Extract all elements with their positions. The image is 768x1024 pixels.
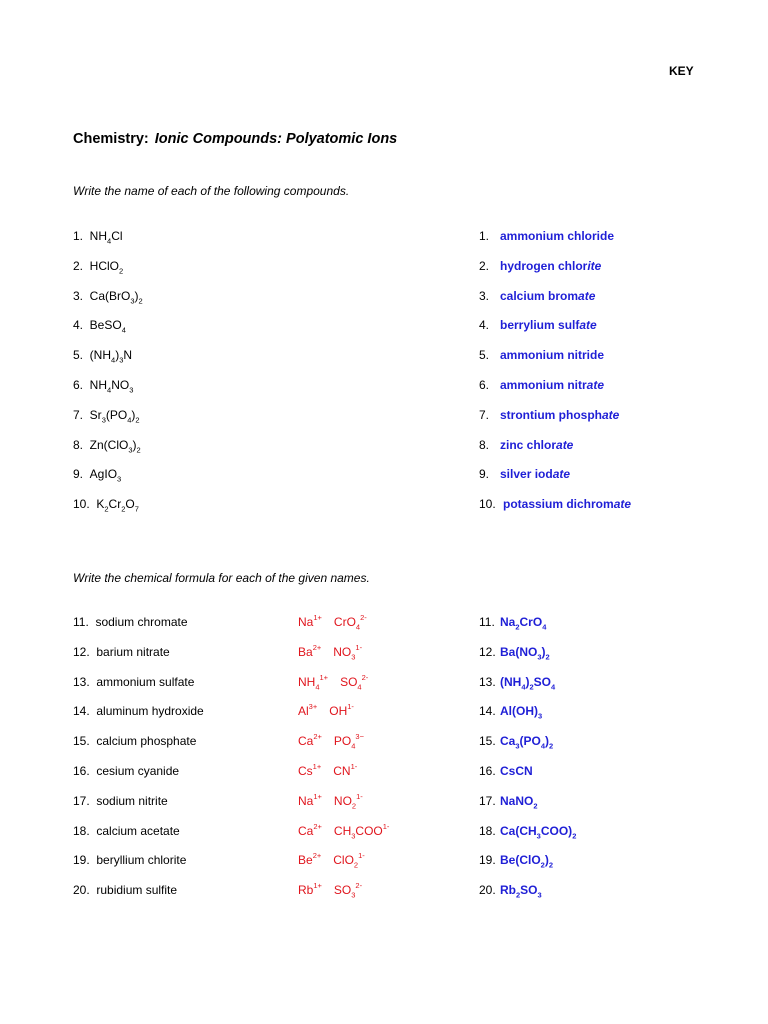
section2-instruction: Write the chemical formula for each of the given names. (73, 571, 370, 585)
list-item (0, 853, 768, 871)
answer-formula: $Na_2CrO_4$ (500, 615, 547, 632)
answer-number: 18. (479, 823, 496, 838)
answer-number: 7. (479, 407, 490, 422)
question-name: 19. beryllium chlorite (73, 853, 187, 868)
answer-number: 14. (479, 704, 496, 719)
question-formula: 10. $K_2Cr_2O_7$ (73, 497, 139, 514)
page-title (73, 131, 397, 147)
cation: $Ca^{2+}$ (298, 821, 322, 838)
list-item (0, 704, 768, 722)
answer-name: hydrogen chlorite (500, 258, 602, 273)
anion: ClO$_2^{1-}$ (333, 851, 365, 870)
question-formula: 2. HClO$_2$ (73, 258, 124, 276)
list-item (0, 883, 768, 901)
list-item (0, 378, 768, 396)
question-formula: 6. $NH_4NO_3$ (73, 378, 134, 395)
list-item (0, 642, 768, 663)
cation: $Al^{3+}$ (298, 702, 318, 719)
list-item (0, 615, 768, 633)
answer-name: ammonium nitride (500, 348, 605, 363)
question-name: 20. rubidium sulfite (73, 883, 178, 898)
answer-name: calcium bromate (500, 288, 596, 303)
answer-number: 8. (479, 437, 490, 452)
question-name: 12. barium nitrate (73, 644, 170, 659)
answer-name: berrylium sulfate (500, 318, 597, 333)
question-name: 15. calcium phosphate (73, 734, 197, 749)
question-name: 18. calcium acetate (73, 823, 180, 838)
answer-formula: $Al(OH)_3$ (500, 704, 543, 721)
list-item (0, 438, 768, 456)
list-item (0, 791, 768, 812)
ion-pair (298, 764, 357, 778)
answer-number: 20. (479, 883, 496, 898)
cation: $Be^{2+}$ (298, 851, 322, 868)
question-name: 16. cesium cyanide (73, 764, 180, 778)
answer-formula: $Ca_3(PO_4)_2$ (500, 734, 554, 751)
list-item (0, 318, 768, 336)
cation: $Cs^{1+}$ (298, 762, 322, 778)
answer-number: 13. (479, 674, 496, 689)
answer-name: strontium phosphate (500, 407, 620, 422)
answer-number: 10. (479, 497, 496, 512)
question-name: 14. aluminum hydroxide (73, 704, 204, 719)
title-main: Chemistry: (73, 131, 149, 147)
list-item (0, 229, 768, 247)
answer-number: 2. (479, 258, 490, 273)
list-item (0, 467, 768, 485)
question-name: 13. ammonium sulfate (73, 674, 195, 689)
answer-number: 12. (479, 644, 496, 659)
anion: $CH_3COO^{1-}$ (333, 821, 390, 840)
anion: CrO$_4^{2-}$ (333, 613, 367, 632)
answer-formula: $Rb_2SO_3$ (500, 883, 542, 900)
list-item (0, 821, 768, 842)
list-item (0, 348, 768, 366)
answer-formula: $Ca(CH_3COO)_2$ (500, 823, 577, 840)
anion: $NO_2^{1-}$ (333, 791, 363, 811)
anion: $SO_3^{2-}$ (333, 881, 363, 900)
ion-pair (298, 704, 354, 718)
list-item (0, 259, 768, 277)
cation: $Ba^{2+}$ (298, 642, 322, 659)
answer-name: zinc chlorate (500, 437, 574, 452)
answer-formula: CsCN (500, 764, 533, 778)
question-formula: 3. $Ca(BrO_3)_2$ (73, 288, 143, 305)
answer-number: 1. (479, 229, 490, 243)
answer-name: potassium dichromate (503, 497, 632, 512)
anion: $NO_3^{1-}$ (333, 642, 363, 662)
anion: $SO_4^{2-}$ (340, 672, 369, 691)
answer-number: 16. (479, 764, 496, 778)
answer-number: 4. (479, 318, 490, 333)
list-item (0, 672, 768, 693)
answer-name: silver iodate (500, 467, 571, 482)
answer-key-label: KEY (669, 64, 694, 78)
answer-number: 17. (479, 793, 496, 808)
cation: $Na^{1+}$ (298, 791, 322, 808)
question-formula: 7. $Sr_3(PO_4)_2$ (73, 407, 140, 425)
ion-pair (298, 613, 367, 632)
question-formula: 4. BeSO$_4$ (73, 318, 126, 335)
cation: $Rb^{1+}$ (298, 881, 322, 898)
question-name: 11. sodium chromate (73, 615, 188, 629)
question-formula: 8. $Zn(ClO_3)_2$ (73, 437, 141, 454)
list-item (0, 497, 768, 515)
question-formula: 1. $NH_4Cl$ (73, 229, 123, 246)
answer-formula: $Ba(NO_3)_2$ (500, 644, 550, 662)
cation: $NH_4^{1+}$ (298, 672, 329, 691)
answer-number: 9. (479, 467, 490, 482)
cation: $Ca^{2+}$ (298, 732, 322, 749)
question-formula: 9. AgIO$_3$ (73, 467, 122, 484)
list-item (0, 408, 768, 426)
ion-pair (298, 851, 365, 870)
ion-pair (298, 791, 363, 811)
anion: $OH^{1-}$ (329, 702, 354, 719)
ion-pair (298, 642, 363, 662)
title-subtitle: Ionic Compounds: Polyatomic Ions (154, 131, 398, 147)
question-name: 17. sodium nitrite (73, 793, 168, 808)
answer-number: 5. (479, 348, 490, 363)
section1-instruction: Write the name of each of the following compounds. (73, 184, 350, 198)
ion-pair (298, 732, 364, 751)
ion-pair (298, 821, 390, 840)
list-item (0, 289, 768, 307)
answer-number: 3. (479, 288, 490, 303)
list-item (0, 734, 768, 752)
answer-name: ammonium nitrate (500, 378, 605, 392)
answer-number: 11. (479, 615, 495, 629)
list-item (0, 764, 768, 782)
answer-number: 15. (479, 734, 496, 749)
answer-formula: $(NH_4)_2SO_4$ (500, 674, 556, 691)
anion: $CN^{1-}$ (333, 762, 358, 778)
answer-formula: $Be(ClO_2)_2$ (500, 853, 554, 870)
answer-number: 6. (479, 378, 490, 392)
answer-name: ammonium chloride (500, 229, 615, 243)
anion: $PO_4^{3-}$ (333, 732, 364, 751)
cation: $Na^{1+}$ (298, 613, 322, 629)
ion-pair (298, 672, 369, 691)
question-formula: 5. $(NH_4)_3N$ (73, 348, 133, 365)
answer-formula: NaNO$_2$ (500, 793, 538, 811)
answer-number: 19. (479, 853, 496, 868)
ion-pair (298, 881, 363, 900)
